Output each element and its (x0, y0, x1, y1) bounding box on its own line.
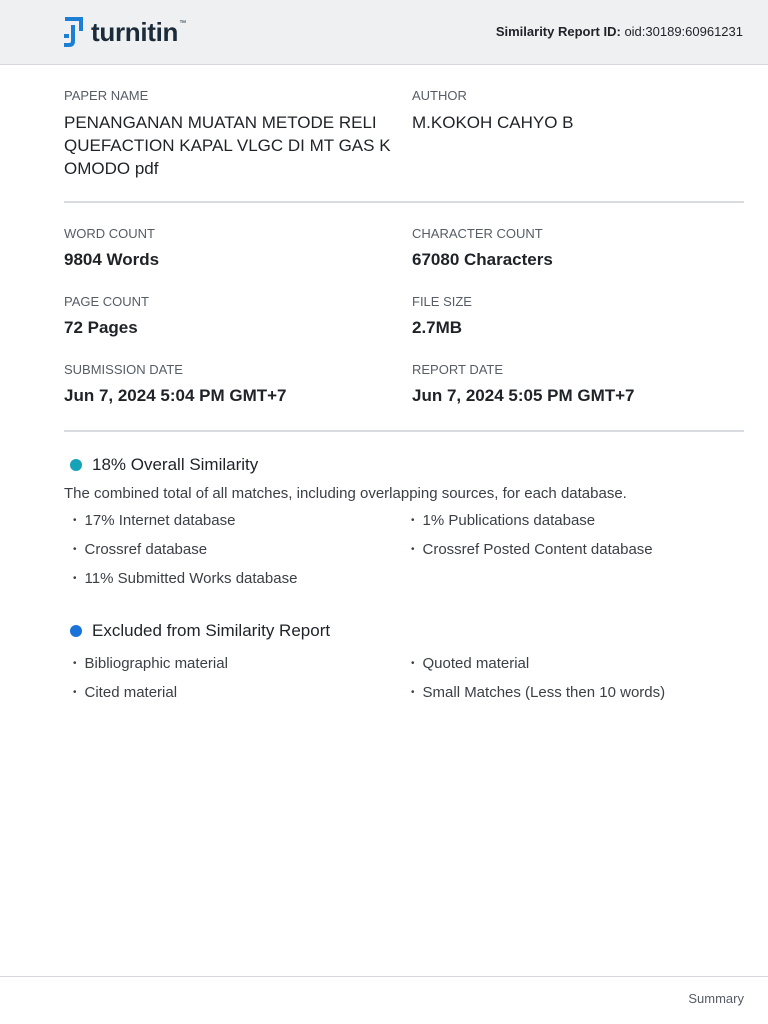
logo-wordmark: turnitin (91, 16, 179, 47)
logo-trademark: ™ (179, 20, 187, 27)
similarity-dot-icon (70, 459, 82, 471)
bullet-icon: • (73, 573, 77, 584)
character-count-label: CHARACTER COUNT (412, 226, 543, 241)
character-count-value: 67080 Characters (412, 250, 553, 269)
list-item-text: 11% Submitted Works database (84, 570, 298, 587)
file-size-value: 2.7MB (412, 318, 463, 337)
word-count-label: WORD COUNT (64, 226, 155, 241)
report-header (0, 0, 768, 65)
divider (64, 201, 744, 203)
bullet-icon: • (411, 687, 415, 698)
list-item-text: 1% Publications database (422, 512, 596, 529)
page-count-value: 72 Pages (64, 318, 138, 337)
list-item (64, 684, 177, 701)
bullet-icon: • (411, 658, 415, 669)
report-date-value: Jun 7, 2024 5:05 PM GMT+7 (412, 386, 635, 405)
word-count-value: 9804 Words (64, 250, 160, 269)
list-item (402, 655, 529, 672)
author-value: M.KOKOH CAHYO B (412, 113, 574, 132)
list-item (64, 570, 297, 587)
turnitin-logo-icon (62, 14, 86, 50)
turnitin-logo (62, 12, 186, 52)
similarity-report-id (496, 24, 743, 39)
list-item-text: Cited material (84, 684, 178, 701)
list-item-text: Quoted material (422, 655, 530, 672)
footer-divider (0, 976, 768, 977)
author-label: AUTHOR (412, 88, 467, 103)
bullet-icon: • (73, 544, 77, 555)
report-date-label: REPORT DATE (412, 362, 504, 377)
list-item (64, 541, 207, 558)
bullet-icon: • (411, 515, 415, 526)
bullet-icon: • (73, 515, 77, 526)
footer-summary-label: Summary (688, 991, 744, 1006)
bullet-icon: • (73, 658, 77, 669)
list-item (64, 512, 235, 529)
submission-date-label: SUBMISSION DATE (64, 362, 183, 377)
excluded-title: Excluded from Similarity Report (92, 621, 331, 640)
list-item (402, 541, 653, 558)
list-item (402, 512, 595, 529)
page-count-label: PAGE COUNT (64, 294, 149, 309)
report-id-label: Similarity Report ID: (495, 24, 621, 39)
list-item-text: Crossref database (84, 541, 208, 558)
list-item (64, 655, 228, 672)
list-item-text: Bibliographic material (84, 655, 228, 672)
submission-date-value: Jun 7, 2024 5:04 PM GMT+7 (64, 386, 287, 405)
bullet-icon: • (73, 687, 77, 698)
bullet-icon: • (411, 544, 415, 555)
file-size-label: FILE SIZE (412, 294, 472, 309)
paper-name-label: PAPER NAME (64, 88, 149, 103)
list-item-text: 17% Internet database (84, 512, 236, 529)
excluded-heading (70, 621, 330, 641)
list-item-text: Crossref Posted Content database (422, 541, 653, 558)
excluded-dot-icon (70, 625, 82, 637)
paper-name-value: PENANGANAN MUATAN METODE RELI QUEFACTION KAPAL VLGC DI MT GAS K OMODO pdf (64, 113, 391, 178)
overall-similarity-heading (70, 455, 258, 475)
divider (64, 430, 744, 432)
list-item-text: Small Matches (Less then 10 words) (422, 684, 666, 701)
similarity-description: The combined total of all matches, including overlapping sources, for each database. (64, 485, 627, 502)
overall-similarity-title: 18% Overall Similarity (92, 455, 259, 474)
list-item (402, 684, 665, 701)
report-id-value: oid:30189:60961231 (624, 24, 743, 39)
